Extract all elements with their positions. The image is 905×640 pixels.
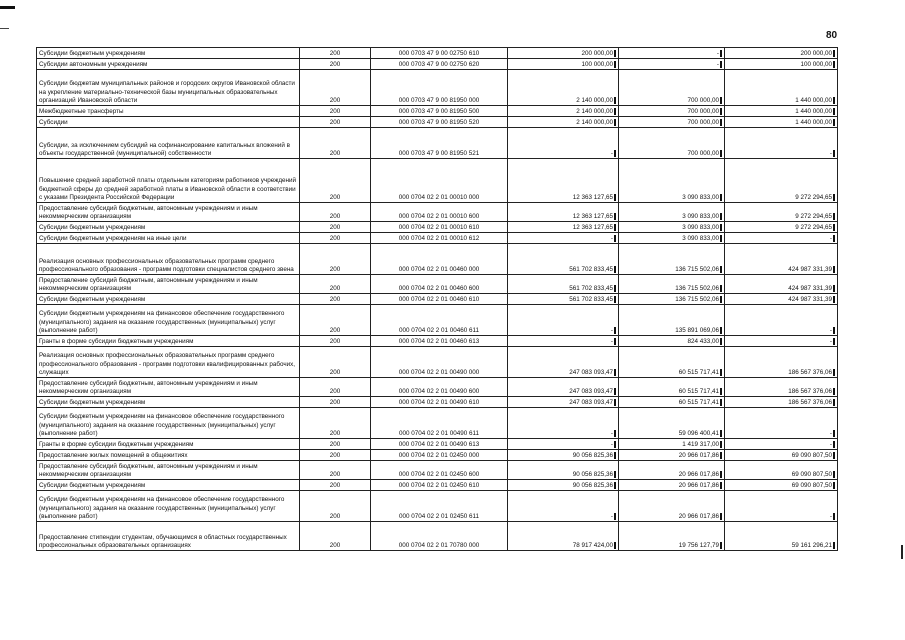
row-name: Субсидии бюджетным учреждениям на иные цели bbox=[37, 233, 300, 244]
row-line-code: 200 bbox=[300, 397, 371, 408]
table-row bbox=[37, 439, 838, 450]
row-unexecuted: 9 272 294,65 bbox=[725, 159, 838, 203]
scan-mark bbox=[0, 6, 15, 9]
row-name: Межбюджетные трансферты bbox=[37, 106, 300, 117]
row-unexecuted: 424 987 331,39 bbox=[725, 294, 838, 305]
row-line-code: 200 bbox=[300, 439, 371, 450]
row-name: Субсидии бюджетным учреждениям на финансовое обеспечение государственного (муниципального) задания на оказание государственных (муниципальных) услуг (выполнение работ) bbox=[37, 491, 300, 522]
row-line-code: 200 bbox=[300, 59, 371, 70]
table-row bbox=[37, 275, 838, 294]
row-classification-code: 000 0704 02 2 01 00460 000 bbox=[371, 244, 508, 275]
row-line-code: 200 bbox=[300, 347, 371, 378]
row-classification-code: 000 0704 02 2 01 00490 600 bbox=[371, 378, 508, 397]
row-approved: 561 702 833,45 bbox=[508, 275, 619, 294]
row-executed: 20 966 017,86 bbox=[619, 491, 725, 522]
row-executed: 700 000,00 bbox=[619, 117, 725, 128]
row-name: Субсидии бюджетным учреждениям bbox=[37, 294, 300, 305]
row-line-code: 200 bbox=[300, 336, 371, 347]
row-name: Субсидии бюджетам муниципальных районов и городских округов Ивановской области на укрепление материально-технической базы муниципальных образовательных организаций Ивановской области bbox=[37, 70, 300, 106]
row-unexecuted: 69 090 807,50 bbox=[725, 450, 838, 461]
row-unexecuted: 424 987 331,39 bbox=[725, 244, 838, 275]
row-executed: 59 096 400,41 bbox=[619, 408, 725, 439]
row-classification-code: 000 0703 47 9 00 02750 620 bbox=[371, 59, 508, 70]
table-row bbox=[37, 522, 838, 551]
row-approved: 12 363 127,65 bbox=[508, 222, 619, 233]
row-unexecuted: 100 000,00 bbox=[725, 59, 838, 70]
row-executed: 136 715 502,06 bbox=[619, 244, 725, 275]
row-name: Предоставление субсидий бюджетным, автономным учреждениям и иным некоммерческим организациям bbox=[37, 461, 300, 480]
row-executed: 3 090 833,00 bbox=[619, 222, 725, 233]
scan-edge-line bbox=[901, 545, 903, 559]
row-line-code: 200 bbox=[300, 70, 371, 106]
table-row bbox=[37, 244, 838, 275]
table-row bbox=[37, 159, 838, 203]
row-classification-code: 000 0704 02 2 01 00460 600 bbox=[371, 275, 508, 294]
row-executed: 136 715 502,06 bbox=[619, 275, 725, 294]
row-executed: 19 756 127,79 bbox=[619, 522, 725, 551]
row-line-code: 200 bbox=[300, 294, 371, 305]
row-executed: - bbox=[619, 48, 725, 59]
row-unexecuted: 200 000,00 bbox=[725, 48, 838, 59]
row-name: Субсидии бюджетным учреждениям bbox=[37, 48, 300, 59]
table-row bbox=[37, 397, 838, 408]
row-approved: 247 083 093,47 bbox=[508, 378, 619, 397]
table-row bbox=[37, 461, 838, 480]
table-row bbox=[37, 128, 838, 159]
row-classification-code: 000 0703 47 9 00 81950 521 bbox=[371, 128, 508, 159]
row-unexecuted: 186 567 376,06 bbox=[725, 397, 838, 408]
row-line-code: 200 bbox=[300, 275, 371, 294]
row-classification-code: 000 0704 02 2 01 00010 000 bbox=[371, 159, 508, 203]
row-classification-code: 000 0704 02 2 01 00490 611 bbox=[371, 408, 508, 439]
row-line-code: 200 bbox=[300, 48, 371, 59]
row-executed: 700 000,00 bbox=[619, 128, 725, 159]
table-row bbox=[37, 222, 838, 233]
row-executed: 20 966 017,86 bbox=[619, 461, 725, 480]
table-row bbox=[37, 294, 838, 305]
row-unexecuted: 1 440 000,00 bbox=[725, 117, 838, 128]
row-name: Предоставление субсидий бюджетным, автономным учреждениям и иным некоммерческим организациям bbox=[37, 378, 300, 397]
row-line-code: 200 bbox=[300, 128, 371, 159]
row-classification-code: 000 0704 02 2 01 00460 611 bbox=[371, 305, 508, 336]
row-classification-code: 000 0704 02 2 01 02450 600 bbox=[371, 461, 508, 480]
row-executed: 3 090 833,00 bbox=[619, 159, 725, 203]
row-line-code: 200 bbox=[300, 106, 371, 117]
row-classification-code: 000 0703 47 9 00 81950 520 bbox=[371, 117, 508, 128]
row-line-code: 200 bbox=[300, 408, 371, 439]
row-name: Предоставление субсидий бюджетным, автономным учреждениям и иным некоммерческим организациям bbox=[37, 275, 300, 294]
row-line-code: 200 bbox=[300, 244, 371, 275]
row-approved: - bbox=[508, 233, 619, 244]
table-row bbox=[37, 378, 838, 397]
row-unexecuted: 186 567 376,06 bbox=[725, 378, 838, 397]
row-executed: 135 891 069,06 bbox=[619, 305, 725, 336]
row-line-code: 200 bbox=[300, 378, 371, 397]
row-classification-code: 000 0703 47 9 00 81950 500 bbox=[371, 106, 508, 117]
table-row bbox=[37, 59, 838, 70]
row-name: Предоставление стипендии студентам, обучающимся в областных государственных профессиональных образовательных организациях bbox=[37, 522, 300, 551]
row-unexecuted: 1 440 000,00 bbox=[725, 70, 838, 106]
row-approved: 247 083 093,47 bbox=[508, 347, 619, 378]
scan-mark-small bbox=[0, 28, 9, 29]
row-line-code: 200 bbox=[300, 203, 371, 222]
row-approved: - bbox=[508, 128, 619, 159]
row-approved: 2 140 000,00 bbox=[508, 117, 619, 128]
row-unexecuted: - bbox=[725, 491, 838, 522]
row-approved: 90 056 825,36 bbox=[508, 461, 619, 480]
row-unexecuted: - bbox=[725, 336, 838, 347]
row-approved: - bbox=[508, 439, 619, 450]
row-unexecuted: - bbox=[725, 408, 838, 439]
row-unexecuted: - bbox=[725, 128, 838, 159]
row-name: Субсидии автономным учреждениям bbox=[37, 59, 300, 70]
row-approved: 561 702 833,45 bbox=[508, 244, 619, 275]
row-unexecuted: 424 987 331,39 bbox=[725, 275, 838, 294]
row-executed: 60 515 717,41 bbox=[619, 397, 725, 408]
row-classification-code: 000 0703 47 9 00 02750 610 bbox=[371, 48, 508, 59]
row-name: Субсидии бюджетным учреждениям на финансовое обеспечение государственного (муниципального) задания на оказание государственных (муниципальных) услуг (выполнение работ) bbox=[37, 305, 300, 336]
row-unexecuted: 9 272 294,65 bbox=[725, 222, 838, 233]
row-unexecuted: - bbox=[725, 439, 838, 450]
row-classification-code: 000 0704 02 2 01 02450 610 bbox=[371, 480, 508, 491]
row-line-code: 200 bbox=[300, 522, 371, 551]
row-approved: - bbox=[508, 336, 619, 347]
row-approved: 247 083 093,47 bbox=[508, 397, 619, 408]
row-approved: 561 702 833,45 bbox=[508, 294, 619, 305]
row-classification-code: 000 0704 02 2 01 00490 610 bbox=[371, 397, 508, 408]
row-name: Субсидии бюджетным учреждениям bbox=[37, 397, 300, 408]
row-line-code: 200 bbox=[300, 305, 371, 336]
row-unexecuted: 186 567 376,06 bbox=[725, 347, 838, 378]
table-row bbox=[37, 48, 838, 59]
row-classification-code: 000 0704 02 2 01 00460 610 bbox=[371, 294, 508, 305]
row-executed: 700 000,00 bbox=[619, 70, 725, 106]
row-approved: - bbox=[508, 305, 619, 336]
row-executed: 3 090 833,00 bbox=[619, 233, 725, 244]
row-executed: 60 515 717,41 bbox=[619, 347, 725, 378]
row-name: Гранты в форме субсидии бюджетным учреждениям bbox=[37, 336, 300, 347]
row-unexecuted: 1 440 000,00 bbox=[725, 106, 838, 117]
row-executed: 20 966 017,86 bbox=[619, 480, 725, 491]
row-name: Субсидии бюджетным учреждениям на финансовое обеспечение государственного (муниципального) задания на оказание государственных (муниципальных) услуг (выполнение работ) bbox=[37, 408, 300, 439]
row-name: Субсидии бюджетным учреждениям bbox=[37, 480, 300, 491]
table-row bbox=[37, 336, 838, 347]
table-row bbox=[37, 233, 838, 244]
row-name: Реализация основных профессиональных образовательных программ среднего профессионального образования - программ подготовки специалистов среднего звена bbox=[37, 244, 300, 275]
row-approved: 200 000,00 bbox=[508, 48, 619, 59]
row-name: Предоставление жилых помещений в общежитиях bbox=[37, 450, 300, 461]
row-line-code: 200 bbox=[300, 491, 371, 522]
row-executed: 3 090 833,00 bbox=[619, 203, 725, 222]
row-approved: 90 056 825,36 bbox=[508, 480, 619, 491]
row-name: Повышение средней заработной платы отдельным категориям работников учреждений бюджетной сферы до средней заработной платы в Ивановской области в соответствии с указами Президента Российской Федерации bbox=[37, 159, 300, 203]
row-executed: 1 419 317,00 bbox=[619, 439, 725, 450]
row-classification-code: 000 0704 02 2 01 00490 000 bbox=[371, 347, 508, 378]
row-name: Предоставление субсидий бюджетным, автономным учреждениям и иным некоммерческим организациям bbox=[37, 203, 300, 222]
row-approved: 2 140 000,00 bbox=[508, 70, 619, 106]
row-classification-code: 000 0704 02 2 01 00490 613 bbox=[371, 439, 508, 450]
row-classification-code: 000 0704 02 2 01 00010 612 bbox=[371, 233, 508, 244]
row-line-code: 200 bbox=[300, 222, 371, 233]
table-row bbox=[37, 408, 838, 439]
row-unexecuted: 69 090 807,50 bbox=[725, 480, 838, 491]
table-row bbox=[37, 117, 838, 128]
row-executed: 60 515 717,41 bbox=[619, 378, 725, 397]
row-approved: - bbox=[508, 491, 619, 522]
table-row bbox=[37, 491, 838, 522]
row-unexecuted: 9 272 294,65 bbox=[725, 203, 838, 222]
row-classification-code: 000 0704 02 2 01 70780 000 bbox=[371, 522, 508, 551]
row-unexecuted: - bbox=[725, 305, 838, 336]
row-classification-code: 000 0704 02 2 01 00010 600 bbox=[371, 203, 508, 222]
row-executed: 20 966 017,86 bbox=[619, 450, 725, 461]
row-name: Гранты в форме субсидии бюджетным учреждениям bbox=[37, 439, 300, 450]
row-line-code: 200 bbox=[300, 233, 371, 244]
row-name: Субсидии, за исключением субсидий на софинансирование капитальных вложений в объекты государственной (муниципальной) собственности bbox=[37, 128, 300, 159]
table-row bbox=[37, 450, 838, 461]
row-name: Реализация основных профессиональных образовательных программ среднего профессионального образования - программ подготовки квалифицированных рабочих, служащих bbox=[37, 347, 300, 378]
row-classification-code: 000 0704 02 2 01 02450 611 bbox=[371, 491, 508, 522]
row-unexecuted: 59 161 296,21 bbox=[725, 522, 838, 551]
row-line-code: 200 bbox=[300, 159, 371, 203]
row-line-code: 200 bbox=[300, 117, 371, 128]
row-approved: 100 000,00 bbox=[508, 59, 619, 70]
row-classification-code: 000 0704 02 2 01 00010 610 bbox=[371, 222, 508, 233]
row-classification-code: 000 0704 02 2 01 00460 613 bbox=[371, 336, 508, 347]
row-executed: 136 715 502,06 bbox=[619, 294, 725, 305]
table-row bbox=[37, 106, 838, 117]
row-line-code: 200 bbox=[300, 461, 371, 480]
row-approved: 12 363 127,65 bbox=[508, 159, 619, 203]
row-classification-code: 000 0703 47 9 00 81950 000 bbox=[371, 70, 508, 106]
row-approved: 2 140 000,00 bbox=[508, 106, 619, 117]
row-approved: - bbox=[508, 408, 619, 439]
page-number: 80 bbox=[826, 30, 838, 41]
table-row bbox=[37, 305, 838, 336]
row-name: Субсидии бюджетным учреждениям bbox=[37, 222, 300, 233]
table-row bbox=[37, 203, 838, 222]
row-line-code: 200 bbox=[300, 450, 371, 461]
table-row bbox=[37, 480, 838, 491]
row-unexecuted: 69 090 807,50 bbox=[725, 461, 838, 480]
row-name: Субсидии bbox=[37, 117, 300, 128]
budget-table bbox=[36, 47, 838, 551]
row-classification-code: 000 0704 02 2 01 02450 000 bbox=[371, 450, 508, 461]
row-executed: - bbox=[619, 59, 725, 70]
row-approved: 90 056 825,36 bbox=[508, 450, 619, 461]
table-row bbox=[37, 70, 838, 106]
row-approved: 12 363 127,65 bbox=[508, 203, 619, 222]
row-line-code: 200 bbox=[300, 480, 371, 491]
row-approved: 78 917 424,00 bbox=[508, 522, 619, 551]
row-executed: 824 433,00 bbox=[619, 336, 725, 347]
budget-table-body bbox=[37, 48, 838, 551]
table-row bbox=[37, 347, 838, 378]
row-executed: 700 000,00 bbox=[619, 106, 725, 117]
row-unexecuted: - bbox=[725, 233, 838, 244]
